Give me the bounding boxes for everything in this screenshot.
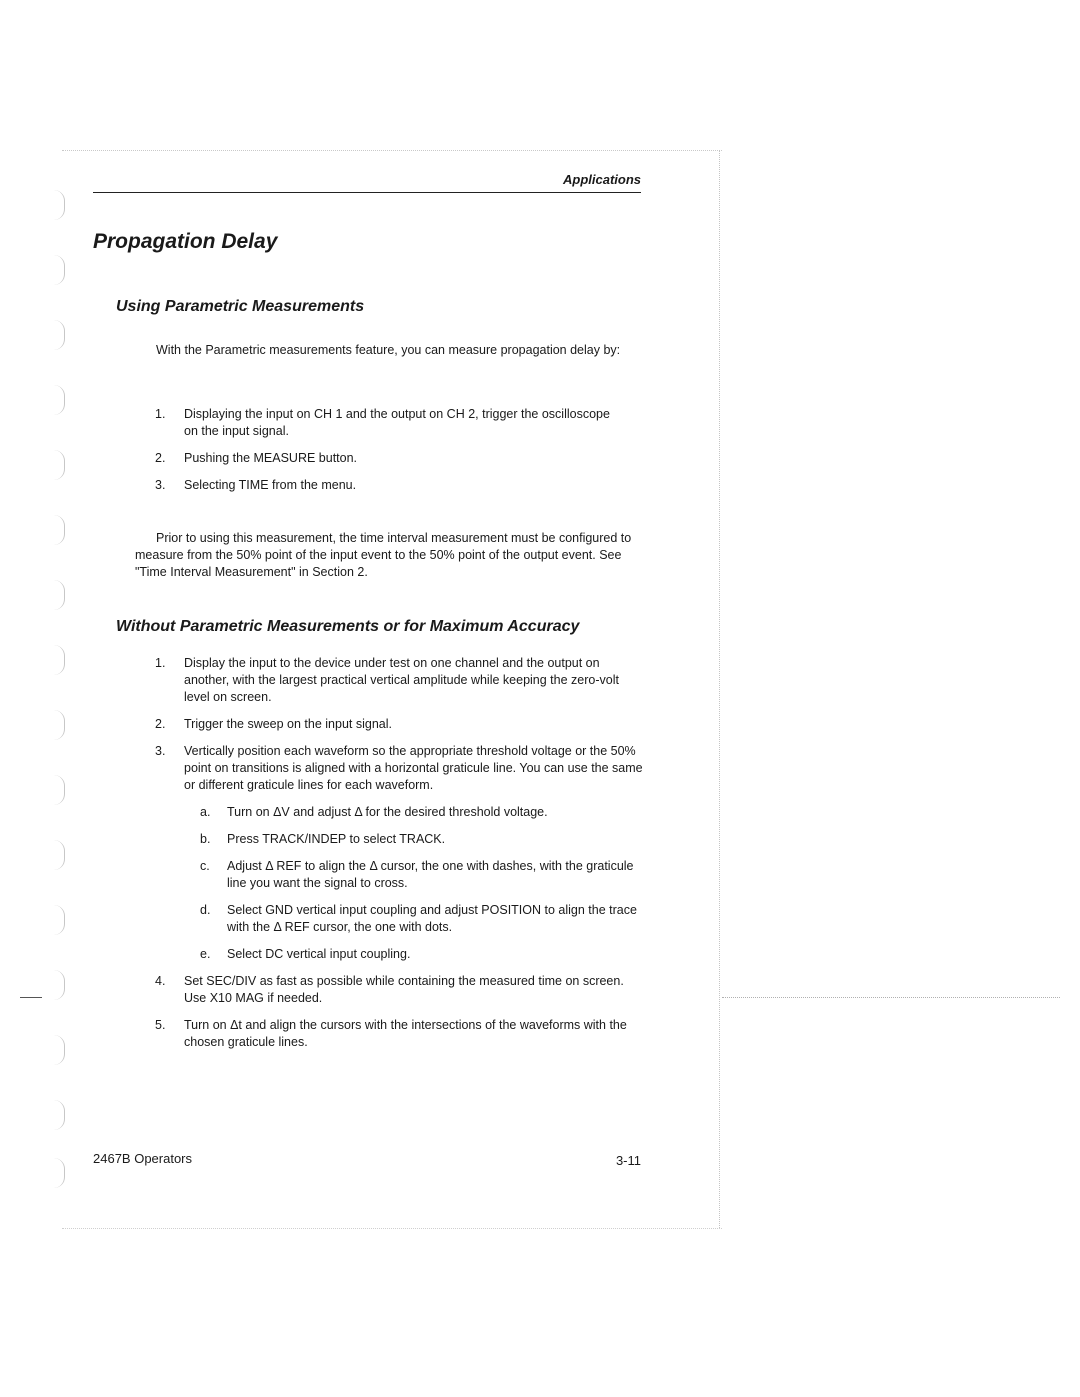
- binding-hole: [54, 580, 65, 610]
- binding-hole: [54, 320, 65, 350]
- binding-hole: [54, 1035, 65, 1065]
- binding-hole: [54, 1158, 65, 1188]
- section-heading-parametric: Using Parametric Measurements: [116, 298, 365, 315]
- substep-text: Select GND vertical input coupling and adjust POSITION to align the trace with the Δ REF cursor, the one with dots.: [227, 903, 637, 934]
- list-item: [155, 973, 646, 1007]
- margin-mark: [20, 997, 42, 998]
- sub-steps: [184, 804, 646, 963]
- list-item: [155, 406, 614, 440]
- section-heading-manual: Without Parametric Measurements or for Maximum Accuracy: [116, 618, 580, 635]
- running-header: Applications: [562, 172, 641, 187]
- substep-letter: b.: [200, 832, 211, 846]
- step-text: Turn on Δt and align the cursors with the intersections of the waveforms with the chosen graticule lines.: [184, 1018, 627, 1049]
- scan-border-extension: [722, 997, 1060, 998]
- substep-letter: d.: [200, 903, 211, 917]
- sub-list-item: [200, 902, 646, 936]
- list-item: [155, 450, 614, 467]
- page-title: Propagation Delay: [93, 230, 278, 253]
- step-number: 2.: [155, 717, 166, 731]
- sub-list-item: [200, 804, 646, 821]
- scan-border-bottom: [62, 1228, 722, 1229]
- footer-manual-name: 2467B Operators: [93, 1151, 193, 1166]
- binding-hole: [54, 385, 65, 415]
- parametric-steps: [155, 406, 614, 504]
- binding-hole: [54, 970, 65, 1000]
- step-number: 4.: [155, 974, 166, 988]
- step-text: Displaying the input on CH 1 and the output on CH 2, trigger the oscilloscope on the input signal.: [184, 407, 610, 438]
- list-item: [155, 1017, 646, 1051]
- list-item: [155, 743, 646, 963]
- scan-border-top: [62, 150, 722, 151]
- section-note: Prior to using this measurement, the time interval measurement must be configured to measure from the 50% point of the input event to the 50% point of the output event. See "Time Interval Measurement" in Section 2.: [135, 531, 632, 579]
- step-number: 5.: [155, 1018, 166, 1032]
- binding-hole: [54, 775, 65, 805]
- list-item: [155, 716, 646, 733]
- binding-hole: [54, 1100, 65, 1130]
- binding-hole: [54, 515, 65, 545]
- sub-list-item: [200, 946, 646, 963]
- substep-text: Press TRACK/INDEP to select TRACK.: [227, 832, 446, 846]
- header-rule: [93, 192, 641, 193]
- step-text: Set SEC/DIV as fast as possible while containing the measured time on screen. Use X10 MAG if needed.: [184, 974, 624, 1005]
- step-text: Vertically position each waveform so the appropriate threshold voltage or the 50% point on transitions is aligned with a horizontal graticule line. You can use the same or different graticule lines for each waveform.: [184, 744, 643, 792]
- section-intro: With the Parametric measurements feature, you can measure propagation delay by:: [156, 343, 621, 357]
- binding-hole: [54, 840, 65, 870]
- binding-hole: [54, 645, 65, 675]
- list-item: [155, 655, 646, 706]
- sub-list-item: [200, 858, 646, 892]
- step-text: Selecting TIME from the menu.: [184, 478, 357, 492]
- substep-text: Adjust Δ REF to align the Δ cursor, the one with dashes, with the graticule line you want the signal to cross.: [227, 859, 634, 890]
- sub-list-item: [200, 831, 646, 848]
- substep-letter: a.: [200, 805, 211, 819]
- page-number: 3-11: [615, 1153, 641, 1168]
- binding-hole: [54, 710, 65, 740]
- step-number: 1.: [155, 656, 166, 670]
- scan-border-right: [719, 150, 720, 1228]
- step-text: Trigger the sweep on the input signal.: [184, 717, 392, 731]
- step-number: 2.: [155, 451, 166, 465]
- binding-hole: [54, 190, 65, 220]
- step-number: 3.: [155, 478, 166, 492]
- list-item: [155, 477, 614, 494]
- substep-text: Turn on ΔV and adjust Δ for the desired threshold voltage.: [227, 805, 548, 819]
- binding-hole: [54, 255, 65, 285]
- substep-letter: c.: [200, 859, 210, 873]
- substep-letter: e.: [200, 947, 211, 961]
- step-number: 1.: [155, 407, 166, 421]
- step-text: Pushing the MEASURE button.: [184, 451, 358, 465]
- binding-holes: [54, 190, 74, 1190]
- binding-hole: [54, 905, 65, 935]
- step-number: 3.: [155, 744, 166, 758]
- manual-steps: [155, 655, 646, 1061]
- binding-hole: [54, 450, 65, 480]
- substep-text: Select DC vertical input coupling.: [227, 947, 411, 961]
- step-text: Display the input to the device under test on one channel and the output on another, with the largest practical vertical amplitude while keeping the zero-volt level on screen.: [184, 656, 619, 704]
